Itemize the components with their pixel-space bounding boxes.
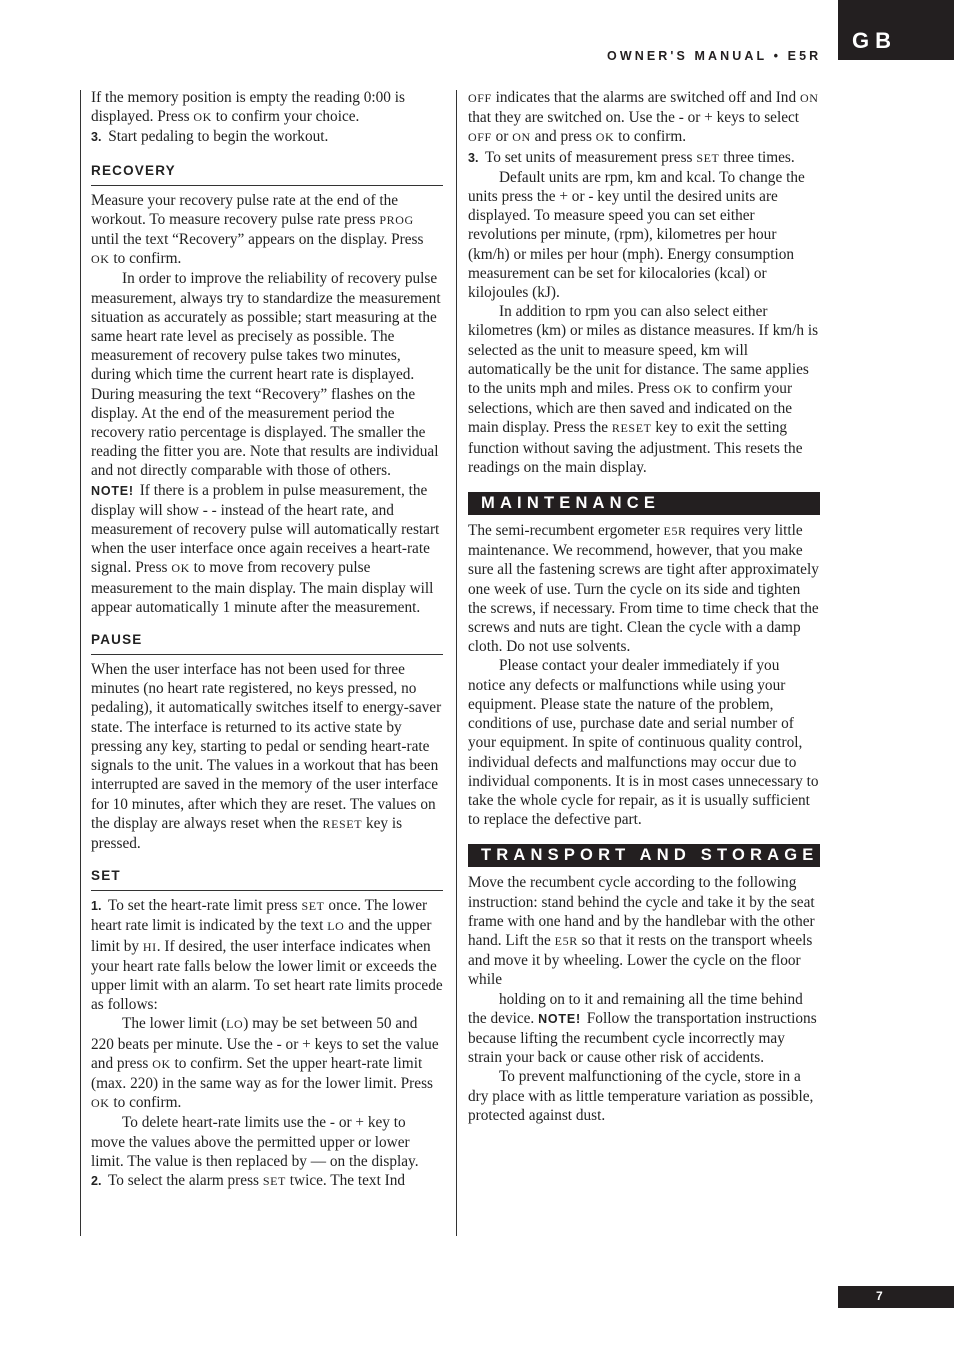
recovery-heading: RECOVERY	[91, 162, 443, 186]
maintenance-paragraph-2: Please contact your dealer immediately if you notice any defects or malfunctions while using your equipment. Please state the nature of the problem, conditions of use, purchase date and serial number of your equipment. In spite of continuous quality control, individual defects and malfunctions may occur due to individual components. It is in most cases unnecessary to take the whole cycle for repair, as it is usually sufficient to replace the defective part.	[468, 657, 819, 829]
header-title: OWNER'S MANUAL • E5R	[607, 49, 822, 63]
left-margin-rule	[80, 90, 81, 1236]
page-number: 7	[838, 1286, 954, 1308]
set-step-1: 1. To set the heart-rate limit press SET once. The lower heart rate limit is indicated by the text LO and the upper limit by HI. If desired, the user interface indicates when your heart rate falls below the lower limit or exceeds the upper limit with an alarm. To set heart rate limits procede as follows:	[91, 897, 443, 1014]
set-lower-limit-paragraph: The lower limit (LO) may be set between 50 and 220 beats per minute. Use the - or + keys to set the value and press OK to confirm. Set the upper heart-rate limit (max. 220) in the same way as for the lower limit. Press OK to confirm.	[91, 1015, 439, 1112]
units-paragraph-2: In addition to rpm you can also select either kilometres (km) or miles as distance measures. If km/h is selected as the unit to measure speed, km will automatically be the unit for distance. The same applies to the units mph and miles. Press OK to confirm your selections, which are then saved and indicated on the main display. Press the RESET key to exit the setting function without saving the adjustment. This resets the readings on the main display.	[468, 303, 819, 476]
set-delete-limits-paragraph: To delete heart-rate limits use the - or + key to move the values above the permitted upper or lower limit. The value is then replaced by — on the display.	[91, 1114, 419, 1170]
recovery-paragraph-2: In order to improve the reliability of recovery pulse measurement, always try to standardize the measurement situation as accurately as possible; start measuring at the same heart rate level as precisely as possible. The measurement of recovery pulse takes two minutes, during which time the current heart rate is displayed. During measuring the text “Recovery” flashes on the display. At the end of the measurement period the recovery ratio percentage is displayed. The smaller the reading the fitter you are. Note that results are individual and not directly comparable with those of others.	[91, 270, 441, 480]
recovery-paragraph-1: Measure your recovery pulse rate at the end of the workout. To measure recovery pulse rate press PROG until the text “Recovery” appears on the display. Press OK to confirm.	[91, 191, 424, 268]
set-step-2: 2. To select the alarm press SET twice. The text Ind	[91, 1171, 406, 1189]
maintenance-paragraph-1: The semi-recumbent ergometer E5R requires very little maintenance. We recommend, however, that you make sure all the fastening screws are tight after approximately one week of use. Turn the cycle on its side and tighten the screws, if necessary. From time to time check that the screws and nuts are tight. Clean the cycle with a damp cloth. Do not use solvents.	[468, 522, 819, 656]
right-column	[468, 88, 820, 1125]
pause-paragraph: When the user interface has not been used for three minutes (no heart rate registered, no keys pressed, no pedaling), it automatically switches itself to energy-saver state. The interface is returned to its active state by pressing any key, starting to pedal or sending heart-rate signals to the unit. The values in a workout that has been interrupted are saved in the memory of the user interface for 10 minutes, after which they are reset. The values on the display are always reset when the RESET key is pressed.	[91, 661, 442, 852]
transport-paragraph-2: holding on to it and remaining all the time behind the device. NOTE! Follow the transportation instructions because lifting the recumbent cycle incorrectly may strain your back or cause other risk of accidents.	[468, 990, 817, 1067]
units-paragraph-1: Default units are rpm, km and kcal. To change the units press the + or - key until the desired units are displayed. To measure speed you can set either revolutions per minute, (rpm), kilometres per hour (km/h) or miles per hour (mph). Energy consumption measurement can be set for kilocalories (kcal) or kilojoules (kJ).	[468, 168, 805, 302]
pause-heading: PAUSE	[91, 631, 443, 655]
transport-storage-heading: TRANSPORT AND STORAGE	[468, 844, 820, 867]
alarm-paragraph: OFF indicates that the alarms are switched off and Ind ON that they are switched on. Use the - or + keys to select OFF or ON and press OK to confirm.	[468, 89, 819, 146]
column-divider-rule	[456, 90, 457, 1236]
step-3-start: 3. Start pedaling to begin the workout.	[91, 128, 329, 146]
language-tab: GB	[838, 0, 954, 60]
storage-paragraph: To prevent malfunctioning of the cycle, store in a dry place with as little temperature variation as possible, protected against dust.	[468, 1068, 814, 1124]
transport-paragraph-1: Move the recumbent cycle according to the following instruction: stand behind the cycle and take it by the seat frame with one hand and by the handlebar with the other hand. Lift the E5R so that it rests on the transport wheels and move it by wheeling. Lower the cycle on the floor while	[468, 874, 815, 989]
left-column	[91, 88, 443, 1191]
recovery-note: NOTE! If there is a problem in pulse measurement, the display will show - - instead of the heart rate, and measurement of recovery pulse will automatically restart when the user interface once again receives a heart-rate signal. Press OK to move from recovery pulse measurement to the main display. The main display will appear automatically 1 minute after the measurement.	[91, 481, 440, 616]
set-heading: SET	[91, 867, 443, 891]
memory-paragraph: If the memory position is empty the reading 0:00 is displayed. Press OK to confirm your choice.	[91, 89, 405, 126]
units-step-3: 3. To set units of measurement press SET three times.	[468, 148, 795, 166]
maintenance-heading: MAINTENANCE	[468, 492, 820, 515]
